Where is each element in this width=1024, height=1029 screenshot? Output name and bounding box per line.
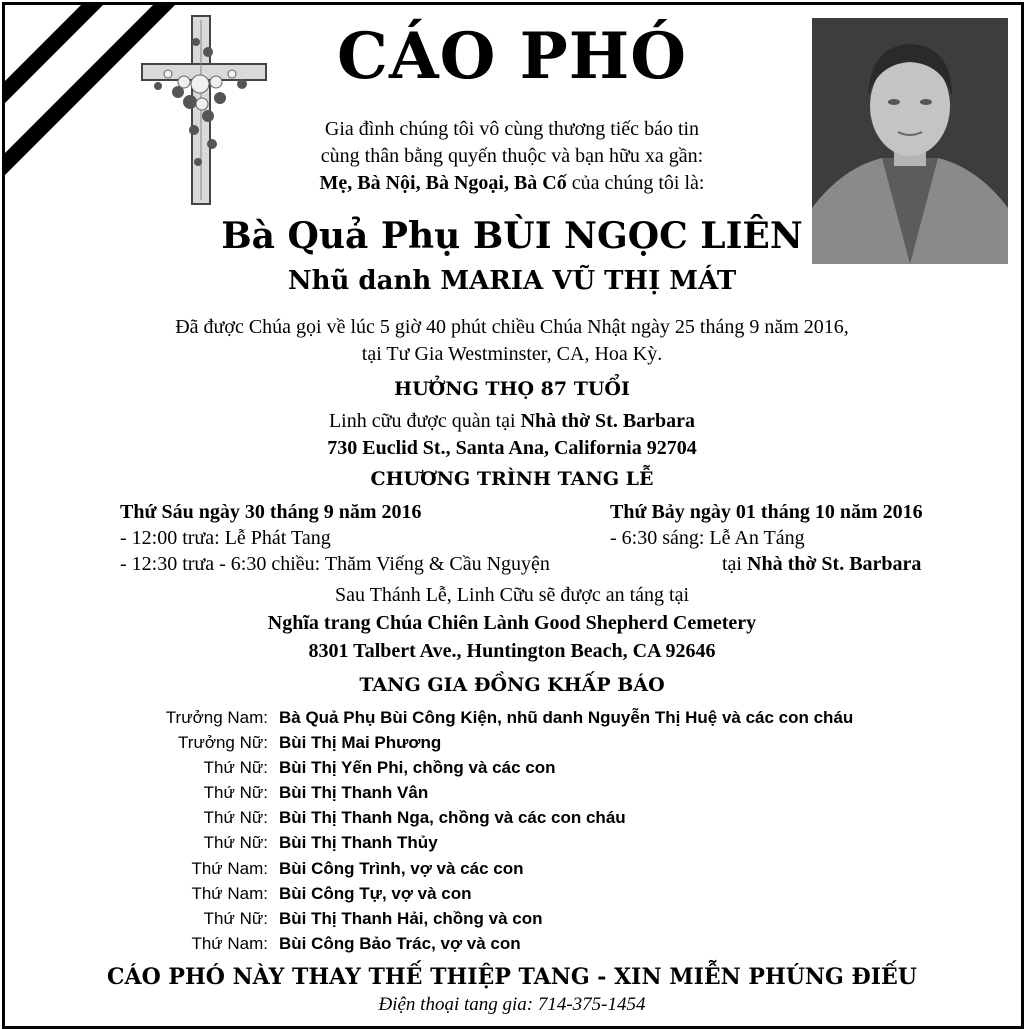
family-role: Thứ Nam: [191, 933, 268, 953]
family-member: Bà Quả Phụ Bùi Công Kiện, nhũ danh Nguyễn Thị Huệ và các con cháu [279, 708, 854, 727]
family-role: Thứ Nữ: [203, 808, 268, 828]
intro-line-2: cùng thân bằng quyến thuộc và bạn hữu xa gần: [320, 145, 704, 167]
death-line-2: tại Tư Gia Westminster, CA, Hoa Kỳ. [361, 343, 663, 365]
family-member: Bùi Thị Thanh Thủy [279, 833, 438, 853]
program-right-place-line [610, 551, 923, 577]
family-member: Bùi Công Trình, vợ và các con [279, 858, 524, 878]
program-right [610, 499, 923, 577]
burial-line: Sau Thánh Lễ, Linh Cữu sẽ được an táng tại [334, 584, 690, 606]
relations: Mẹ, Bà Nội, Bà Ngoại, Bà Cố [319, 172, 567, 194]
family-row [0, 856, 1024, 881]
intro-text [150, 116, 874, 197]
family-member: Bùi Thị Thanh Vân [279, 783, 429, 803]
family-row [0, 830, 1024, 855]
family-member: Bùi Thị Thanh Hải, chồng và con [279, 908, 543, 928]
viewing-address: 730 Euclid St., Santa Ana, California 92704 [327, 437, 697, 459]
program-left [120, 499, 550, 577]
page-title: CÁO PHÓ [337, 19, 687, 94]
viewing-line [0, 408, 1024, 434]
death-line-1: Đã được Chúa gọi về lúc 5 giờ 40 phút chiều Chúa Nhật ngày 25 tháng 9 năm 2016, [175, 316, 849, 338]
program-right-date: Thứ Bảy ngày 01 tháng 10 năm 2016 [610, 501, 923, 523]
viewing-place: Nhà thờ St. Barbara [520, 410, 696, 432]
family-phone: Điện thoại tang gia: 714-375-1454 [378, 994, 646, 1015]
family-role: Trưởng Nữ: [178, 733, 268, 753]
program-right-place: Nhà thờ St. Barbara [747, 553, 922, 575]
burial-cemetery: Nghĩa trang Chúa Chiên Lành Good Shepherd Cemetery [267, 612, 757, 634]
family-row [0, 906, 1024, 931]
intro-line-3-rest: của chúng tôi là: [566, 172, 705, 194]
family-heading: TANG GIA ĐỒNG KHẤP BÁO [359, 674, 665, 696]
family-role: Thứ Nam: [191, 858, 268, 878]
program-left-item-1: - 12:00 trưa: Lễ Phát Tang [120, 527, 331, 549]
family-role: Thứ Nữ: [203, 783, 268, 803]
family-role: Trưởng Nam: [165, 708, 268, 727]
age-heading: HƯỞNG THỌ 87 TUỔI [394, 378, 630, 400]
program-right-place-prefix: tại [722, 553, 747, 575]
family-member: Bùi Thị Mai Phương [279, 733, 442, 753]
family-row [0, 705, 1024, 730]
family-role: Thứ Nữ: [203, 833, 268, 853]
family-role: Thứ Nữ: [203, 908, 268, 928]
viewing-prefix: Linh cữu được quàn tại [328, 410, 521, 432]
death-notice [0, 314, 1024, 368]
program-left-item-2: - 12:30 trưa - 6:30 chiều: Thăm Viếng & Cầu Nguyện [120, 553, 550, 575]
burial-address: 8301 Talbert Ave., Huntington Beach, CA 92646 [308, 640, 716, 662]
family-role: Thứ Nam: [191, 883, 268, 903]
program-heading: CHƯƠNG TRÌNH TANG LỄ [370, 468, 654, 490]
family-row [0, 881, 1024, 906]
family-row [0, 805, 1024, 830]
maiden-name: Nhũ danh MARIA VŨ THỊ MÁT [287, 266, 737, 296]
family-row [0, 730, 1024, 755]
footer-notice: CÁO PHÓ NÀY THAY THẾ THIỆP TANG - XIN MIỄN PHÚNG ĐIẾU [107, 964, 917, 990]
family-row [0, 780, 1024, 805]
family-member: Bùi Thị Yến Phi, chồng và các con [279, 758, 556, 778]
family-member: Bùi Công Bảo Trác, vợ và con [279, 933, 521, 953]
family-member: Bùi Thị Thanh Nga, chồng và các con cháu [279, 808, 626, 828]
program-left-date: Thứ Sáu ngày 30 tháng 9 năm 2016 [120, 501, 422, 523]
program-right-item: - 6:30 sáng: Lễ An Táng [610, 527, 805, 549]
family-role: Thứ Nữ: [203, 758, 268, 778]
family-row [0, 755, 1024, 780]
deceased-name: Bà Quả Phụ BÙI NGỌC LIÊN [221, 215, 803, 257]
family-list [0, 705, 1024, 956]
intro-line-1: Gia đình chúng tôi vô cùng thương tiếc báo tin [324, 118, 700, 140]
family-member: Bùi Công Tự, vợ và con [279, 883, 472, 903]
intro-line-3 [150, 170, 874, 197]
family-row [0, 931, 1024, 956]
